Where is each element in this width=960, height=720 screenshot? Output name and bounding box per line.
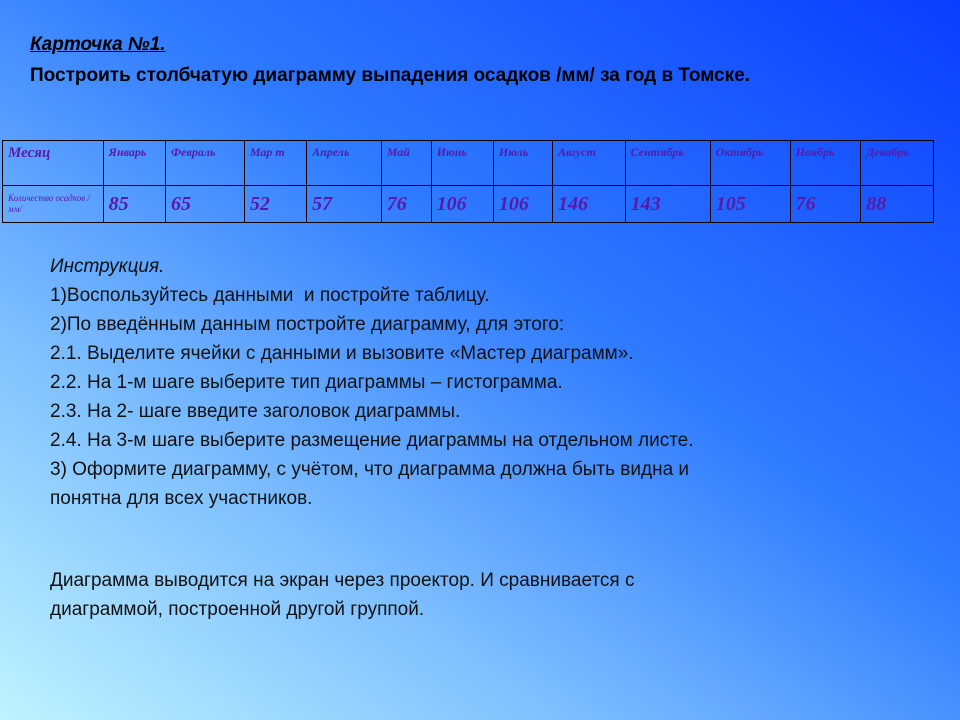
instruction-line: понятна для всех участников. [50,488,313,509]
instruction-line: 2.4. На 3-м шаге выберите размещение диаграммы на отдельном листе. [50,430,694,451]
instruction-line: 1)Воспользуйтесь данными и постройте таблицу. [50,285,490,306]
month-cell: Август [553,141,626,186]
value-cell: 85 [103,186,165,223]
instructions-block [50,252,930,513]
value-cell: 106 [431,186,493,223]
value-cell: 143 [625,186,710,223]
month-cell: Январь [103,141,165,186]
value-cell: 52 [244,186,306,223]
value-cell: 146 [553,186,626,223]
value-cell: 106 [493,186,552,223]
instructions-title: Инструкция. [50,256,165,277]
instruction-line: 3) Оформите диаграмму, с учётом, что диаграмма должна быть видна и [50,459,690,480]
task-text: Построить столбчатую диаграмму выпадения осадков /мм/ за год в Томске. [30,65,750,86]
card-title: Карточка №1. [30,34,166,55]
month-cell: Апрель [307,141,382,186]
table-row-months [3,141,934,186]
precipitation-table [2,140,934,223]
month-cell: Февраль [165,141,244,186]
month-cell: Ноябрь [790,141,861,186]
row-label-precipitation: Количество осадков /мм/ [3,186,104,223]
instruction-line: 2.1. Выделите ячейки с данными и вызовите «Мастер диаграмм». [50,343,634,364]
month-cell: Май [381,141,431,186]
month-cell: Октябрь [710,141,790,186]
month-cell: Сентябрь [625,141,710,186]
table-row-values [3,186,934,223]
month-cell: Мар т [244,141,306,186]
instruction-line: 2.3. На 2- шаге введите заголовок диаграммы. [50,401,461,422]
header-month-label: Месяц [3,141,104,186]
instruction-line: 2)По введённым данным постройте диаграмму, для этого: [50,314,565,335]
instruction-line: 2.2. На 1-м шаге выберите тип диаграммы – гистограмма. [50,372,563,393]
value-cell: 88 [861,186,934,223]
value-cell: 65 [165,186,244,223]
value-cell: 57 [307,186,382,223]
value-cell: 105 [710,186,790,223]
value-cell: 76 [381,186,431,223]
footer-line: диаграммой, построенной другой группой. [50,599,425,620]
footer-note [50,566,910,624]
value-cell: 76 [790,186,861,223]
month-cell: Декабрь [861,141,934,186]
month-cell: Июль [493,141,552,186]
month-cell: Июнь [431,141,493,186]
footer-line: Диаграмма выводится на экран через проектор. И сравнивается с [50,570,635,591]
